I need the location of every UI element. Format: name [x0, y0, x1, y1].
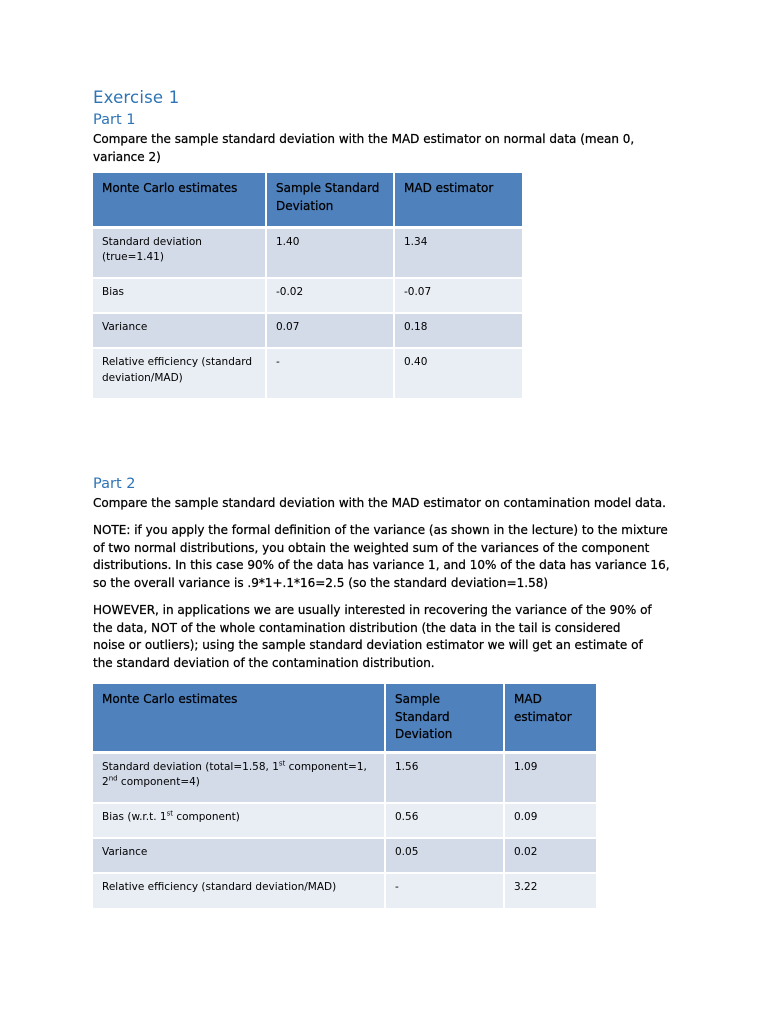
table-row: [93, 278, 522, 313]
part2-table: [93, 684, 596, 908]
table-row: [93, 873, 596, 908]
row-label: Relative efficiency (standard deviation/MAD): [93, 873, 385, 908]
row-sd-value: 0.07: [266, 313, 394, 348]
header-sample-sd: Sample Standard Deviation: [385, 684, 504, 752]
row-sd-value: -: [266, 348, 394, 398]
row-mad-value: 0.18: [394, 313, 522, 348]
exercise-title: Exercise 1: [93, 88, 180, 107]
row-mad-value: 0.09: [504, 803, 596, 838]
row-label: Relative efficiency (standard deviation/MAD): [93, 348, 266, 398]
row-mad-value: -0.07: [394, 278, 522, 313]
row-sd-value: 0.56: [385, 803, 504, 838]
part2-description: Compare the sample standard deviation with the MAD estimator on contamination model data.: [93, 496, 666, 510]
row-label: Variance: [93, 313, 266, 348]
row-sd-value: 1.56: [385, 752, 504, 803]
table-row: [93, 752, 596, 803]
table-row: [93, 348, 522, 398]
table-row: [93, 227, 522, 278]
part2-note: NOTE: if you apply the formal definition of the variance (as shown in the lecture) to the mixture of two normal distributions, you obtain the weighted sum of the variances of the component distributions. In this case 90% of the data has variance 1, and 10% of the data has variance 16, so the overall variance is .9*1+.1*16=2.5 (so the standard deviation=1.58): [93, 523, 670, 590]
table-row: [93, 803, 596, 838]
row-label: Bias (w.r.t. 1st component): [93, 803, 385, 838]
header-mad: MAD estimator: [504, 684, 596, 752]
header-sample-sd: Sample Standard Deviation: [266, 173, 394, 227]
row-label: Variance: [93, 838, 385, 873]
row-label: Standard deviation (true=1.41): [93, 227, 266, 278]
header-mad: MAD estimator: [394, 173, 522, 227]
row-mad-value: 1.09: [504, 752, 596, 803]
row-mad-value: 3.22: [504, 873, 596, 908]
row-label: Standard deviation (total=1.58, 1st component=1, 2nd component=4): [93, 752, 385, 803]
part2-however: HOWEVER, in applications we are usually interested in recovering the variance of the 90% of the data, NOT of the whole contamination distribution (the data in the tail is considered noise or outliers); using the sample standard deviation estimator we will get an estimate of the standard deviation of the contamination distribution.: [93, 603, 652, 670]
table-header-row: [93, 173, 522, 227]
part1-table: [93, 173, 522, 398]
row-sd-value: -0.02: [266, 278, 394, 313]
part1-description: Compare the sample standard deviation with the MAD estimator on normal data (mean 0, variance 2): [93, 132, 635, 164]
part2-heading: Part 2: [93, 476, 136, 492]
row-label: Bias: [93, 278, 266, 313]
row-mad-value: 0.40: [394, 348, 522, 398]
header-monte-carlo: Monte Carlo estimates: [93, 173, 266, 227]
row-mad-value: 0.02: [504, 838, 596, 873]
row-sd-value: 0.05: [385, 838, 504, 873]
part1-heading: Part 1: [93, 112, 136, 128]
row-sd-value: 1.40: [266, 227, 394, 278]
row-sd-value: -: [385, 873, 504, 908]
row-mad-value: 1.34: [394, 227, 522, 278]
table-row: [93, 838, 596, 873]
header-monte-carlo: Monte Carlo estimates: [93, 684, 385, 752]
table-header-row: [93, 684, 596, 752]
table-row: [93, 313, 522, 348]
